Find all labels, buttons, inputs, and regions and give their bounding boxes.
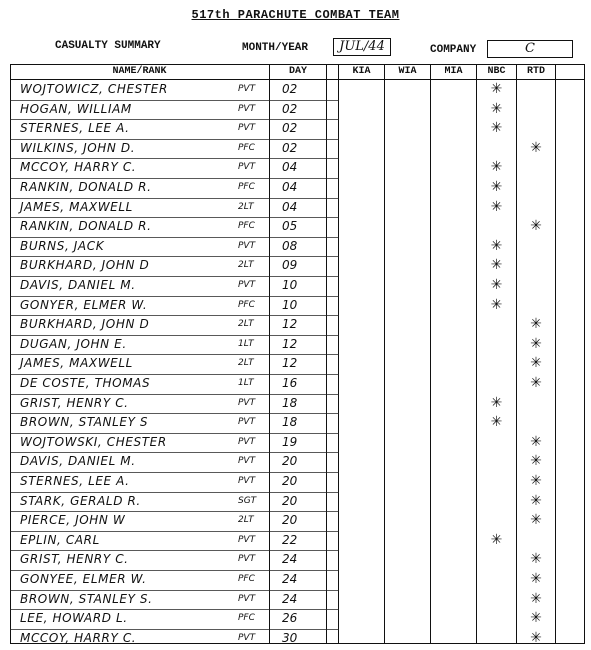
- casualty-name: DAVIS, DANIEL M.: [20, 278, 136, 292]
- casualty-day: 04: [282, 180, 298, 194]
- casualty-name: WILKINS, JOHN D.: [20, 140, 136, 155]
- casualty-name: STERNES, LEE A.: [20, 474, 130, 488]
- status-mark-nbc: ✳: [490, 159, 503, 176]
- status-mark-nbc: ✳: [490, 414, 503, 431]
- month-year-label: MONTH/YEAR: [242, 42, 309, 54]
- casualty-day: 20: [282, 513, 298, 528]
- casualty-rank: PFC: [238, 299, 255, 310]
- casualty-rank: PVT: [238, 632, 256, 643]
- status-mark-nbc: ✳: [490, 394, 503, 411]
- casualty-name: RANKIN, DONALD R.: [20, 180, 152, 194]
- casualty-day: 02: [282, 121, 298, 136]
- casualty-day: 18: [282, 415, 298, 430]
- casualty-rank: PVT: [238, 534, 256, 545]
- status-mark-nbc: ✳: [490, 277, 503, 293]
- casualty-day: 02: [282, 82, 298, 96]
- casualty-rank: PFC: [238, 221, 255, 232]
- table-row: [10, 315, 585, 335]
- casualty-rank: PVT: [238, 456, 256, 467]
- col-header-wia: WIA: [398, 66, 417, 77]
- casualty-day: 20: [282, 493, 298, 508]
- casualty-day: 09: [282, 258, 298, 273]
- casualty-rank: PVT: [238, 240, 256, 251]
- casualty-name: BURKHARD, JOHN D: [20, 258, 150, 273]
- casualty-rank: PVT: [238, 593, 256, 604]
- table-row: [10, 256, 585, 276]
- casualty-rank: PVT: [238, 554, 256, 565]
- casualty-name: PIERCE, JOHN W: [20, 513, 126, 528]
- casualty-name: MCCOY, HARRY C.: [20, 160, 137, 175]
- table-row: [10, 354, 585, 374]
- table-row: [10, 276, 585, 296]
- col-header-day: DAY: [288, 66, 307, 77]
- status-mark-rtd: ✳: [530, 473, 542, 489]
- casualty-rank: PVT: [238, 397, 256, 408]
- casualty-rank: SGT: [238, 495, 257, 506]
- casualty-rank: 1LT: [238, 338, 254, 349]
- table-row: [10, 158, 585, 178]
- col-header-name-rank: NAME/RANK: [112, 66, 167, 77]
- table-row: [10, 237, 585, 257]
- casualty-day: 18: [282, 395, 298, 410]
- table-row: [10, 511, 585, 531]
- col-header-nbc: NBC: [487, 66, 506, 77]
- casualty-day: 12: [282, 336, 298, 351]
- status-mark-nbc: ✳: [490, 237, 503, 254]
- casualty-table: [10, 64, 585, 644]
- casualty-day: 12: [282, 317, 298, 332]
- casualty-day: 26: [282, 611, 298, 626]
- casualty-day: 10: [282, 297, 298, 312]
- table-row: [10, 296, 585, 316]
- status-mark-nbc: ✳: [490, 531, 503, 548]
- casualty-day: 08: [282, 238, 298, 253]
- casualty-name: GONYER, ELMER W.: [20, 297, 148, 312]
- company-label: COMPANY: [430, 44, 477, 56]
- casualty-name: RANKIN, DONALD R.: [20, 219, 152, 234]
- casualty-name: LEE, HOWARD L.: [20, 611, 128, 626]
- casualty-rank: PVT: [238, 103, 256, 114]
- status-mark-rtd: ✳: [530, 355, 542, 372]
- casualty-day: 22: [282, 532, 298, 547]
- casualty-rank: 2LT: [238, 319, 254, 330]
- month-year-field: JUL/44: [333, 38, 391, 56]
- table-row: [10, 394, 585, 414]
- table-row: [10, 452, 585, 472]
- casualty-rank: 2LT: [238, 358, 254, 369]
- casualty-rank: PFC: [238, 182, 255, 192]
- casualty-name: BROWN, STANLEY S: [20, 415, 149, 430]
- table-row: [10, 198, 585, 218]
- status-mark-rtd: ✳: [530, 492, 542, 509]
- casualty-summary-label: CASUALTY SUMMARY: [55, 40, 161, 52]
- status-mark-rtd: ✳: [530, 433, 542, 450]
- status-mark-rtd: ✳: [530, 629, 542, 646]
- table-row: [10, 119, 585, 139]
- casualty-rank: PFC: [238, 574, 255, 584]
- table-row: [10, 570, 585, 590]
- col-header-mia: MIA: [444, 66, 463, 77]
- casualty-name: GRIST, HENRY C.: [20, 552, 129, 567]
- casualty-name: DAVIS, DANIEL M.: [20, 454, 136, 469]
- casualty-day: 20: [282, 454, 298, 469]
- document-title: 517th PARACHUTE COMBAT TEAM: [191, 8, 400, 22]
- status-mark-rtd: ✳: [530, 139, 542, 156]
- table-row: [10, 100, 585, 120]
- status-mark-rtd: ✳: [530, 218, 542, 235]
- casualty-day: 24: [282, 572, 298, 586]
- casualty-name: MCCOY, HARRY C.: [20, 630, 137, 645]
- casualty-day: 04: [282, 199, 298, 214]
- casualty-name: GRIST, HENRY C.: [20, 395, 129, 410]
- table-row: [10, 492, 585, 512]
- casualty-day: 10: [282, 278, 298, 292]
- casualty-rank: 2LT: [238, 260, 254, 271]
- table-row: [10, 178, 585, 198]
- casualty-day: 02: [282, 101, 298, 116]
- table-row: [10, 433, 585, 453]
- casualty-rank: 2LT: [238, 201, 254, 212]
- casualty-day: 19: [282, 434, 298, 449]
- casualty-rank: PVT: [238, 84, 256, 94]
- status-mark-nbc: ✳: [490, 296, 503, 313]
- casualty-day: 05: [282, 219, 298, 234]
- casualty-rank: PFC: [238, 142, 255, 153]
- status-mark-rtd: ✳: [530, 375, 542, 391]
- casualty-name: STARK, GERALD R.: [20, 493, 141, 508]
- casualty-name: WOJTOWSKI, CHESTER: [20, 434, 167, 449]
- status-mark-nbc: ✳: [490, 120, 503, 137]
- casualty-day: 16: [282, 376, 298, 390]
- col-header-kia: KIA: [352, 66, 371, 77]
- table-row: [10, 590, 585, 610]
- table-row: [10, 80, 585, 100]
- table-row: [10, 413, 585, 433]
- table-row: [10, 472, 585, 492]
- col-header-rtd: RTD: [526, 66, 545, 77]
- status-mark-rtd: ✳: [530, 335, 542, 352]
- casualty-name: JAMES, MAXWELL: [20, 199, 133, 214]
- casualty-name: BROWN, STANLEY S.: [20, 591, 153, 606]
- casualty-day: 04: [282, 160, 298, 175]
- casualty-name: BURKHARD, JOHN D: [20, 317, 150, 332]
- status-mark-rtd: ✳: [530, 610, 542, 627]
- status-mark-nbc: ✳: [490, 179, 503, 195]
- casualty-rank: PVT: [238, 436, 256, 447]
- status-mark-rtd: ✳: [530, 551, 542, 568]
- casualty-name: STERNES, LEE A.: [20, 121, 130, 136]
- casualty-rank: PVT: [238, 162, 256, 173]
- table-row: [10, 217, 585, 237]
- status-mark-nbc: ✳: [490, 198, 503, 215]
- table-row: [10, 531, 585, 551]
- status-mark-rtd: ✳: [530, 316, 542, 333]
- status-mark-nbc: ✳: [490, 100, 503, 117]
- casualty-name: DE COSTE, THOMAS: [20, 376, 151, 390]
- status-mark-rtd: ✳: [530, 512, 542, 529]
- casualty-day: 30: [282, 630, 298, 645]
- casualty-rank: 2LT: [238, 515, 254, 526]
- casualty-name: DUGAN, JOHN E.: [20, 336, 127, 351]
- casualty-day: 12: [282, 356, 298, 371]
- casualty-name: WOJTOWICZ, CHESTER: [20, 82, 168, 96]
- table-row: [10, 335, 585, 355]
- casualty-day: 02: [282, 140, 298, 155]
- casualty-day: 24: [282, 591, 298, 606]
- casualty-name: EPLIN, CARL: [20, 532, 100, 547]
- casualty-rank: PVT: [238, 476, 256, 486]
- table-row: [10, 374, 585, 394]
- casualty-name: JAMES, MAXWELL: [20, 356, 133, 371]
- casualty-rank: PVT: [238, 280, 256, 290]
- casualty-name: HOGAN, WILLIAM: [20, 101, 132, 116]
- table-row: [10, 609, 585, 629]
- status-mark-rtd: ✳: [530, 571, 542, 587]
- casualty-rank: 1LT: [238, 378, 254, 388]
- table-row: [10, 139, 585, 159]
- casualty-name: GONYEE, ELMER W.: [20, 572, 147, 586]
- casualty-day: 20: [282, 474, 298, 488]
- company-field: C: [487, 40, 573, 58]
- casualty-rank: PFC: [238, 613, 255, 624]
- table-row: [10, 629, 585, 649]
- casualty-day: 24: [282, 552, 298, 567]
- table-row: [10, 550, 585, 570]
- casualty-rank: PVT: [238, 417, 256, 428]
- status-mark-nbc: ✳: [490, 81, 503, 97]
- casualty-name: BURNS, JACK: [20, 238, 105, 253]
- status-mark-nbc: ✳: [490, 257, 503, 274]
- casualty-rank: PVT: [238, 123, 256, 134]
- status-mark-rtd: ✳: [530, 453, 542, 470]
- status-mark-rtd: ✳: [530, 590, 542, 607]
